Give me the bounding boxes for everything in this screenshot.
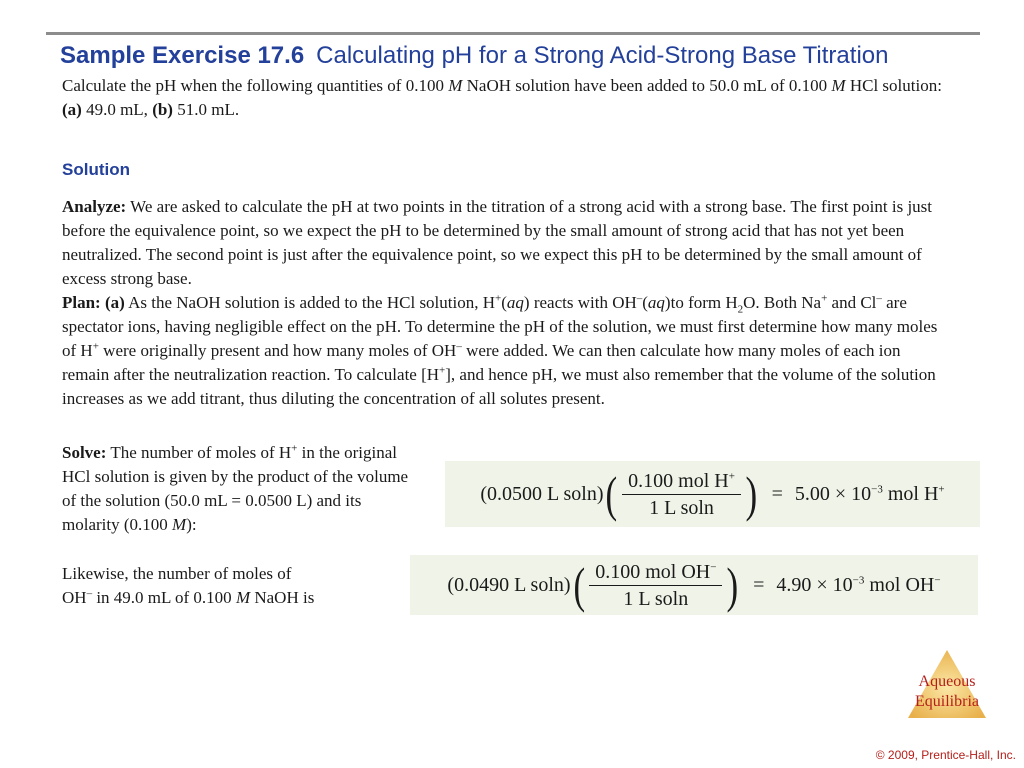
left-paren: (: [605, 466, 618, 522]
solution-heading: Solution: [62, 160, 130, 179]
exercise-number: Sample Exercise 17.6: [60, 42, 305, 69]
eq1-result: $5.00 \times 10^{-3}$ mol H+: [794, 482, 945, 505]
eq2-volume: (0.0490 L soln): [447, 573, 571, 596]
equation-moles-h-plus: (0.0500 L soln) ( $\frac{0.100 mol H^+}{\text{1 L soln}}$ ) = $5.00 \times 10^{-3}$ mol H+: [445, 461, 980, 527]
question-paragraph: Calculate the pH when the following quantities of 0.100 M NaOH solution have been added to 50.0 mL of 0.100 M HCl solution: (a) 49.0 mL, (b) 51.0 mL.: [62, 76, 942, 119]
analyze-text: We are asked to calculate the pH at two points in the titration of a strong acid with a strong base. The first point is just before the equivalence point, so we expect the pH to be determined by the small amount of strong acid that has not yet been neutralized. The second point is just after the equivalence point, so we expect this pH to be determined by the small amount of excess strong base.: [62, 197, 933, 288]
analyze-label: Analyze:: [62, 197, 127, 216]
eq1-fraction: $\frac{0.100 mol H^+}{\text{1 L soln}}$: [622, 468, 741, 521]
left-paren: (: [573, 557, 585, 613]
copyright-notice: © 2009, Prentice-Hall, Inc.: [875, 748, 1016, 762]
equation-moles-oh-minus: (0.0490 L soln) ( $\frac{0.100 mol OH^-}{\text{1 L soln}}$ ) = $4.90 \times 10^{-3}$ mol OH−: [410, 555, 978, 615]
analyze-plan-paragraph: Analyze: We are asked to calculate the pH at two points in the titration of a strong acid with a strong base. The first point is just before the equivalence point, so we expect the pH to be determined by the small amount of strong acid that has not yet been neutralized. The second point is just after the equivalence point, so we expect this pH to be determined by the small amount of excess strong base. Plan: (a) As the NaOH solution is added to the HCl solution, H+(aq) reacts with OH–(aq)to form $H_2O$. Both Na+ and Cl– are spectator ions, having negligible effect on the pH. To determine the pH of the solution, we must first determine how many moles of H+ were originally present and how many moles of OH– were added. We can then calculate how many moles of each ion remain after the neutralization reaction. To calculate [H+], and hence pH, we must also remember that the volume of the solution increases as we add titrant, thus diluting the concentration of all solutes present.: [62, 197, 938, 408]
aqueous-equilibria-label: Aqueous Equilibria: [915, 673, 979, 710]
solve-paragraph: Solve: The number of moles of H+ in the original HCl solution is given by the product of the volume of the solution (50.0 mL = 0.0500 L) and its molarity (0.100 M):: [62, 442, 409, 534]
slide-title: [60, 42, 888, 70]
plan-label: Plan: (a): [62, 293, 125, 312]
exercise-title: Calculating pH for a Strong Acid-Strong Base Titration: [316, 42, 889, 69]
top-rule: [46, 32, 980, 35]
eq2-result: $4.90 \times 10^{-3}$ mol OH−: [776, 573, 941, 596]
eq1-volume: (0.0500 L soln): [480, 482, 604, 505]
likewise-paragraph: Likewise, the number of moles of OH– in 49.0 mL of 0.100 M NaOH is: [62, 564, 315, 607]
eq2-fraction: $\frac{0.100 mol OH^-}{\text{1 L soln}}$: [589, 559, 722, 612]
right-paren: ): [745, 466, 758, 522]
right-paren: ): [726, 557, 739, 613]
solve-label: Solve:: [62, 443, 107, 462]
